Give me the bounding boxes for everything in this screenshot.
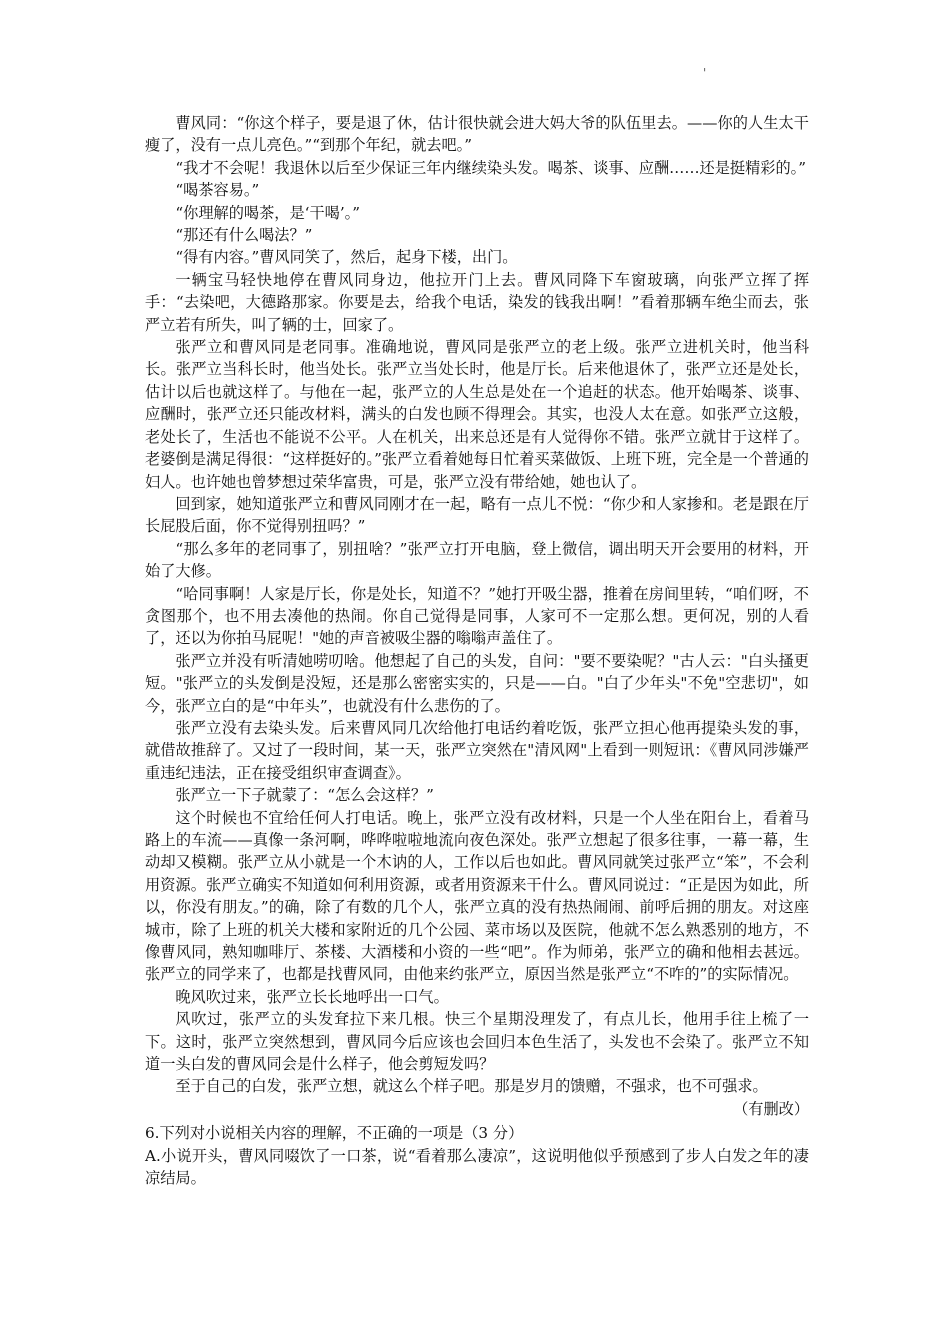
paragraph-11: “哈同事啊！人家是厅长，你是处长，知道不？”她打开吸尘器，推着在房间里转，“咱们呀，不贪图那个，也不用去凑他的热闹。你自己觉得是同事，人家可不一定那么想。更何况，别的人看了，还以为你拍马屁呢！"她的声音被吸尘器的嗡嗡声盖住了。: [145, 584, 809, 648]
paragraph-17: 风吹过，张严立的头发耷拉下来几根。快三个星期没理发了，有点儿长，他用手往上梳了一下。这时，张严立突然想到，曹风同今后应该也会回归本色生活了，头发也不会染了。张严立不知道一头白发的曹风同会是什么样子，他会剪短发吗？: [145, 1010, 809, 1074]
paragraph-9: 回到家，她知道张严立和曹风同刚才在一起，略有一点儿不悦：“你少和人家掺和。老是跟在厅长屁股后面，你不觉得别扭吗？”: [145, 494, 809, 536]
paragraph-8: 张严立和曹风同是老同事。准确地说，曹风同是张严立的老上级。张严立进机关时，他当科长。张严立当科长时，他当处长。张严立当处长时，他是厅长。后来他退休了，张严立还是处长，估计以后也就这样了。与他在一起，张严立的人生总是处在一个追赶的状态。他开始喝茶、谈事、应酬时，张严立还只能改材料，满头的白发也顾不得理会。其实，也没人太在意。如张严立这般，老处长了，生活也不能说不公平。人在机关，出来总还是有人觉得你不错。张严立就甘于这样了。老婆倒是满足得很：“这样挺好的。”张严立看着她每日忙着买菜做饭、上班下班，完全是一个普通的妇人。也许她也曾梦想过荣华富贵，可是，张严立没有带给她，她也认了。: [145, 338, 809, 491]
paragraph-6: “得有内容。”曹风同笑了，然后，起身下楼，出门。: [175, 248, 518, 267]
paragraph-4: “你理解的喝茶，是‘干喝’。”: [175, 203, 361, 222]
paragraph-16: 晚风吹过来，张严立长长地呼出一口气。: [175, 987, 449, 1006]
paragraph-3: “喝茶容易。”: [175, 181, 260, 200]
paragraph-2: “我才不会呢！我退休以后至少保证三年内继续染头发。喝茶、谈事、应酬……还是挺精彩的。”: [175, 158, 807, 177]
paragraph-7: 一辆宝马轻快地停在曹风同身边，他拉开门上去。曹风同降下车窗玻璃，向张严立挥了挥手：“去染吧，大德路那家。你要是去，给我个电话，染发的钱我出啊！”看着那辆车绝尘而去，张严立若有所失，叫了辆的士，回家了。: [145, 270, 809, 334]
paragraph-10: “那么多年的老同事了，别扭啥？”张严立打开电脑，登上微信，调出明天开会要用的材料，开始了大修。: [145, 539, 809, 581]
paragraph-13: 张严立没有去染头发。后来曹风同几次给他打电话约着吃饭，张严立担心他再提染头发的事，就借故推辞了。又过了一段时间，某一天，张严立突然在"清风网"上看到一则短讯：《曹风同涉嫌严重违纪违法，正在接受组织审查调查》。: [145, 718, 809, 782]
option-a: A.小说开头，曹风同啜饮了一口茶，说“看着那么凄凉”，这说明他似乎预感到了步人白发之年的凄凉结局。: [145, 1146, 809, 1188]
paragraph-14: 张严立一下子就蒙了：“怎么会这样？”: [175, 786, 434, 805]
paragraph-15: 这个时候也不宜给任何人打电话。晚上，张严立没有改材料，只是一个人坐在阳台上，看着马路上的车流——真像一条河啊，哗哗啦啦地流向夜色深处。张严立想起了很多往事，一幕一幕，生动却又模糊。张严立从小就是一个木讷的人，工作以后也如此。曹风同就笑过张严立“笨”，不会利用资源。张严立确实不知道如何利用资源，或者用资源来干什么。曹风同说过：“正是因为如此，所以，你没有朋友。”的确，除了有数的几个人，张严立真的没有热热闹闹、前呼后拥的朋友。对这座城市，除了上班的机关大楼和家附近的几个公园、菜市场以及医院，他就不怎么熟悉别的地方，不像曹风同，熟知咖啡厅、茶楼、大酒楼和小资的一些“吧”。作为师弟，张严立的确和他相去甚远。张严立的同学来了，也都是找曹风同，由他来约张严立，原因当然是张严立“不咋的”的实际情况。: [145, 808, 809, 984]
question-6: 6.下列对小说相关内容的理解，不正确的一项是（3 分）: [145, 1124, 524, 1143]
paragraph-5: “那还有什么喝法？”: [175, 226, 313, 245]
source-note: （有删改）: [733, 1099, 809, 1118]
story-body: [145, 112, 809, 1190]
paragraph-1: 曹风同：“你这个样子，要是退了休，估计很快就会进大妈大爷的队伍里去。——你的人生太干瘦了，没有一点儿亮色。”“到那个年纪，就去吧。”: [145, 114, 809, 155]
paragraph-18: 至于自己的白发，张严立想，就这么个样子吧。那是岁月的馈赠，不强求，也不可强求。: [175, 1077, 768, 1096]
page-corner-mark: ': [703, 66, 707, 80]
paragraph-12: 张严立并没有听清她唠叨啥。他想起了自己的头发，自问："要不要染呢？"古人云："白头搔更短。"张严立的头发倒是没短，还是那么密密实实的，只是——白。"白了少年头"不免"空悲切"，如今，张严立白的是“中年头”，也就没有什么悲伤的了。: [145, 651, 809, 715]
